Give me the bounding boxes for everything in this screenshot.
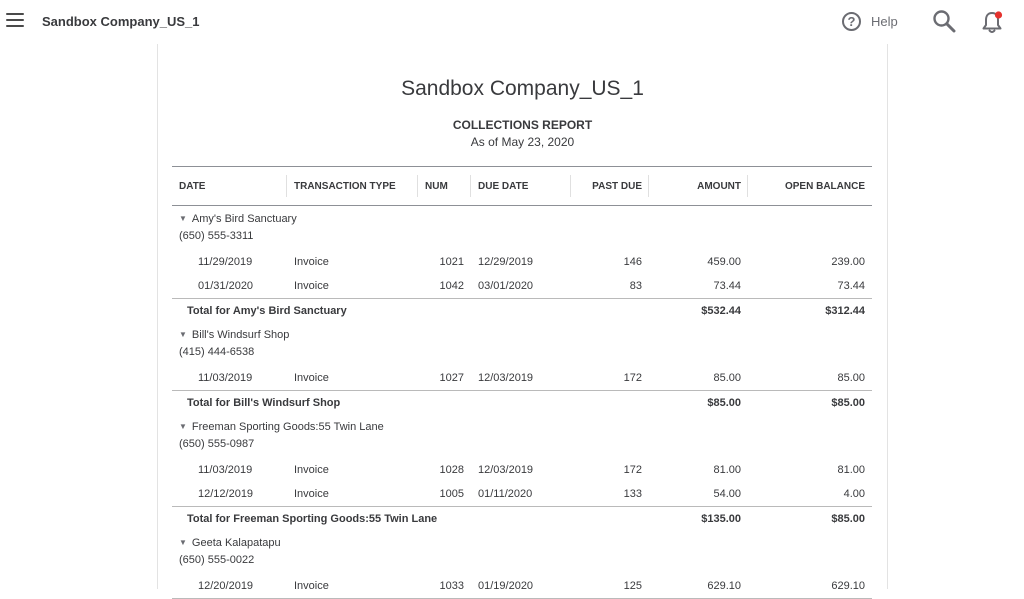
customer-name[interactable]: Amy's Bird Sanctuary (191, 213, 297, 225)
cell-amount: 81.00 (713, 464, 741, 476)
customer-phone: (415) 444-6538 (179, 346, 255, 358)
customer-phone: (650) 555-0022 (179, 554, 255, 566)
transaction-row[interactable] (172, 274, 872, 299)
customer-phone: (650) 555-0987 (179, 438, 255, 450)
report-table (172, 166, 872, 599)
cell-num: 1042 (439, 280, 464, 292)
total-label: Total for Bill's Windsurf Shop (172, 391, 649, 415)
customer-phone-row (172, 344, 872, 360)
cell-num: 1021 (439, 256, 464, 268)
group-total-row (172, 507, 872, 531)
total-open-balance[interactable]: $85.00 (748, 507, 872, 531)
customer-phone: (650) 555-3311 (179, 230, 254, 242)
column-header-num[interactable]: NUM (418, 167, 471, 206)
report-title: COLLECTIONS REPORT (452, 118, 593, 132)
total-amount[interactable]: $532.44 (649, 299, 748, 323)
customer-name[interactable]: Freeman Sporting Goods:55 Twin Lane (191, 421, 384, 433)
cell-transaction-type: Invoice (294, 280, 329, 292)
help-icon: ? (842, 12, 861, 31)
cell-num: 1033 (418, 568, 471, 599)
cell-due-date: 01/11/2020 (478, 488, 533, 500)
cell-open-balance: 81.00 (837, 464, 865, 476)
customer-name[interactable]: Bill's Windsurf Shop (191, 329, 290, 341)
cell-transaction-type: Invoice (294, 256, 329, 268)
cell-transaction-type: Invoice (294, 488, 329, 500)
cell-due-date: 01/19/2020 (471, 568, 571, 599)
cell-date: 11/29/2019 (198, 256, 253, 268)
customer-group-row (172, 206, 872, 229)
column-header-transaction-type[interactable]: TRANSACTION TYPE (287, 167, 418, 206)
report-panel (157, 44, 888, 592)
cell-past-due: 83 (629, 280, 642, 292)
cell-date: 12/20/2019 (172, 568, 287, 599)
customer-phone-row (172, 436, 872, 452)
cell-amount: 629.10 (649, 568, 748, 599)
cell-amount: 54.00 (713, 488, 741, 500)
customer-phone-row (172, 552, 872, 568)
cell-num: 1027 (439, 372, 464, 384)
cell-due-date: 12/29/2019 (478, 256, 534, 268)
total-amount[interactable]: $85.00 (649, 391, 748, 415)
transaction-row[interactable] (172, 452, 872, 482)
cell-past-due: 172 (623, 464, 642, 476)
cell-transaction-type: Invoice (294, 372, 329, 384)
help-button[interactable] (842, 8, 898, 34)
total-open-balance[interactable]: $85.00 (748, 391, 872, 415)
cell-open-balance: 73.44 (837, 280, 865, 292)
cell-past-due: 146 (623, 256, 642, 268)
top-bar (0, 0, 1024, 44)
group-total-row (172, 299, 872, 323)
report-company-name: Sandbox Company_US_1 (401, 77, 644, 100)
cell-due-date: 03/01/2020 (478, 280, 534, 292)
collapse-caret-icon[interactable]: ▼ (179, 422, 187, 431)
customer-name[interactable]: Geeta Kalapatapu (191, 537, 281, 549)
cell-amount: 73.44 (713, 280, 741, 292)
cell-transaction-type: Invoice (294, 464, 329, 476)
column-header-date[interactable]: DATE (172, 167, 287, 206)
collapse-caret-icon[interactable]: ▼ (179, 538, 187, 547)
cell-num: 1028 (439, 464, 464, 476)
collapse-caret-icon[interactable]: ▼ (179, 214, 187, 223)
customer-phone-row (172, 228, 872, 244)
cell-amount: 85.00 (713, 372, 741, 384)
company-name: Sandbox Company_US_1 (42, 14, 200, 29)
cell-open-balance: 239.00 (831, 256, 865, 268)
column-header-open-balance[interactable]: OPEN BALANCE (748, 167, 872, 206)
customer-group-row (172, 530, 872, 552)
cell-open-balance: 4.00 (843, 488, 865, 500)
cell-date: 11/03/2019 (198, 372, 253, 384)
cell-open-balance: 629.10 (748, 568, 872, 599)
collapse-caret-icon[interactable]: ▼ (179, 330, 187, 339)
total-amount[interactable]: $135.00 (649, 507, 748, 531)
table-header-row (172, 167, 872, 206)
search-icon[interactable] (932, 9, 956, 33)
cell-date: 01/31/2020 (198, 280, 254, 292)
cell-date: 11/03/2019 (198, 464, 253, 476)
cell-open-balance: 85.00 (837, 372, 865, 384)
help-label: Help (871, 13, 898, 29)
notification-dot (995, 11, 1002, 18)
column-header-due-date[interactable]: DUE DATE (471, 167, 571, 206)
bell-icon[interactable] (980, 9, 1004, 35)
transaction-row[interactable] (172, 244, 872, 274)
group-total-row (172, 391, 872, 415)
customer-group-row (172, 322, 872, 344)
cell-due-date: 12/03/2019 (478, 372, 534, 384)
cell-date: 12/12/2019 (198, 488, 254, 500)
hamburger-menu-icon[interactable] (6, 13, 24, 29)
cell-past-due: 125 (571, 568, 649, 599)
total-label: Total for Amy's Bird Sanctuary (172, 299, 649, 323)
report-as-of-date: As of May 23, 2020 (470, 135, 575, 149)
cell-past-due: 133 (623, 488, 642, 500)
total-open-balance[interactable]: $312.44 (748, 299, 872, 323)
cell-due-date: 12/03/2019 (478, 464, 534, 476)
column-header-amount[interactable]: AMOUNT (649, 167, 748, 206)
cell-num: 1005 (439, 488, 464, 500)
cell-past-due: 172 (623, 372, 642, 384)
transaction-row[interactable] (172, 568, 872, 599)
customer-group-row (172, 414, 872, 436)
transaction-row[interactable] (172, 482, 872, 507)
cell-amount: 459.00 (707, 256, 741, 268)
cell-transaction-type: Invoice (287, 568, 418, 599)
total-label: Total for Freeman Sporting Goods:55 Twin Lane (172, 507, 649, 531)
column-header-past-due[interactable]: PAST DUE (571, 167, 649, 206)
transaction-row[interactable] (172, 360, 872, 391)
